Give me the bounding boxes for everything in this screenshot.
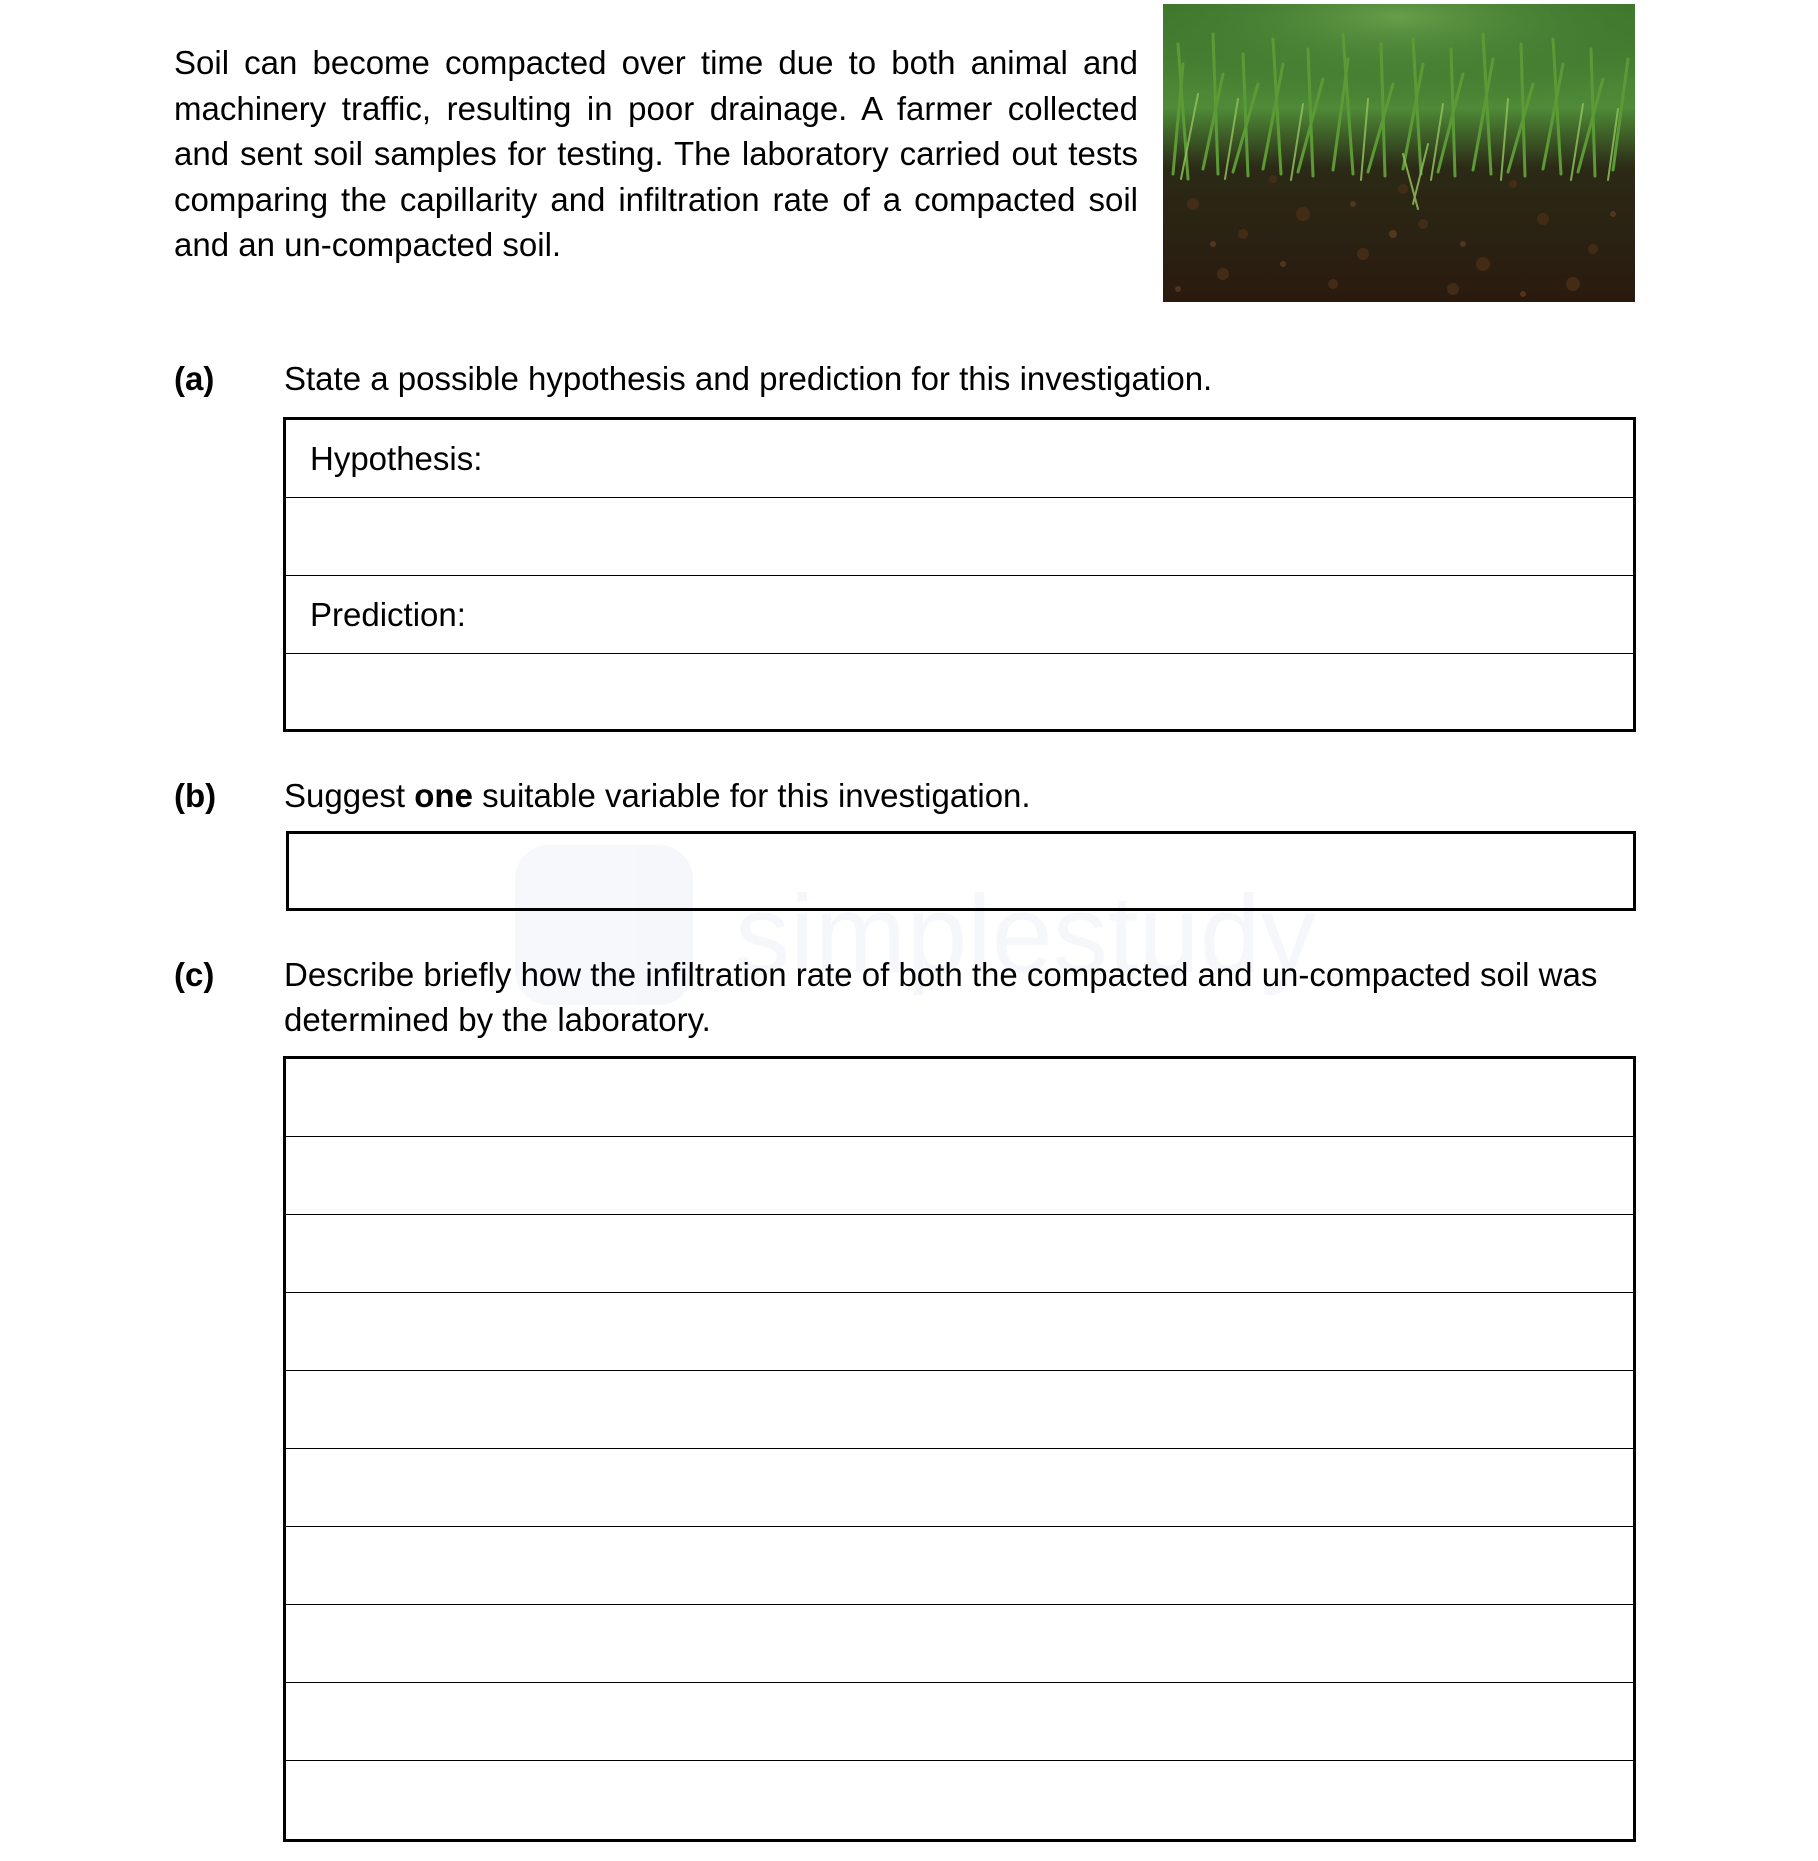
answer-line[interactable] [286,1059,1633,1137]
hypothesis-label: Hypothesis: [310,439,483,477]
question-a-label: (a) [174,360,215,397]
question-b-label: (b) [174,777,217,814]
question-c-text: Describe briefly how the infiltration rate of both the compacted and un-compacted soil was determined by the laboratory. [284,956,1598,1038]
question-a-text: State a possible hypothesis and prediction for this investigation. [284,360,1213,397]
question-b-answer-box[interactable] [286,831,1636,911]
question-c-label: (c) [174,956,215,993]
answer-line[interactable] [286,1293,1633,1371]
answer-line[interactable] [286,1527,1633,1605]
hypothesis-answer-line[interactable] [286,498,1633,576]
answer-line[interactable] [286,1137,1633,1215]
intro-paragraph: Soil can become compacted over time due to both animal and machinery traffic, resulting in poor drainage. A farmer collected and sent soil samples for testing. The laboratory carried out tests comparing the capillarity and infiltration rate of a compacted soil and an un-compacted soil. [174,44,1138,263]
answer-line[interactable] [286,1449,1633,1527]
question-b-text-bold: one [414,777,473,814]
question-c-answer-box [283,1056,1636,1842]
grass-soil-image [1163,4,1635,302]
prediction-answer-line[interactable] [286,654,1633,732]
question-b-text-after: suitable variable for this investigation. [472,777,1031,814]
answer-line[interactable] [286,1215,1633,1293]
answer-line[interactable] [286,1605,1633,1683]
answer-line[interactable] [286,1761,1633,1839]
answer-line[interactable] [286,1371,1633,1449]
grass-soil-photo [1163,4,1635,302]
hypothesis-row [286,420,1633,498]
question-a-answer-box [283,417,1636,732]
prediction-row [286,576,1633,654]
question-b-text-before: Suggest [284,777,415,814]
question-b-text [284,773,1634,818]
prediction-label: Prediction: [310,595,466,633]
answer-line[interactable] [286,1683,1633,1761]
